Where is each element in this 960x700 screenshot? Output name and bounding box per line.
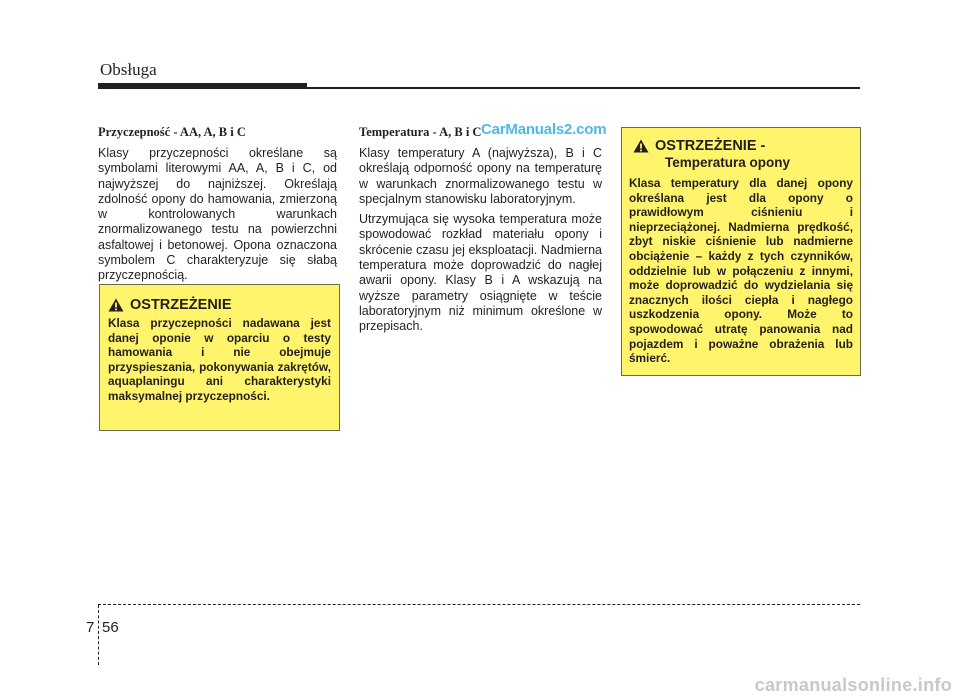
middle-column — [359, 125, 602, 340]
temperature-paragraph-2: Utrzymująca się wysoka temperatura może spowodować rozkład materiału opony i skrócenie czasu jej eksploatacji. Nadmierna temperatura może doprowadzić do nagłej awarii opony. Klasy B i A wskazują na wyższe parametry osiągnięte w teście laboratoryjnym niż minimum określone w przepisach. — [359, 212, 602, 334]
warning-text: Klasa temperatury dla danej opony określana jest dla opony o prawidłowym ciśnieniu i nieprzeciążonej. Nadmierna prędkość, zbyt niskie ciśnienie lub nadmierne obciążenie – każdy z tych czynników, oddzielnie lub w połączeniu z innymi, może doprowadzić do wydzielania się znacznych ilości ciepła i nagłego uszkodzenia opony. Może to spowodować utratę panowania nad pojazdem i poważne obrażenia lub śmierć. — [629, 176, 853, 366]
temperature-paragraph-1: Klasy temperatury A (najwyższa), B i C określają odporność opony na temperaturę w warunkach znormalizowanego testu w specjalnym stanowisku laboratoryjnym. — [359, 146, 602, 206]
left-column — [98, 125, 337, 289]
warning-header — [108, 297, 331, 313]
footer-divider — [98, 605, 99, 665]
warning-subtitle: Temperatura opony — [665, 155, 791, 170]
page-section-title: Obsługa — [100, 60, 157, 79]
warning-header — [629, 138, 853, 154]
header-rule — [98, 87, 860, 89]
site-watermark: carmanualsonline.info — [754, 675, 952, 695]
traction-paragraph: Klasy przyczepności określane są symbolami literowymi AA, A, B i C, od najwyższej do najniższej. Określają zdolność opony do hamowania, zmierzoną w kontrolowanych warunkach znormalizowanego testu na powierzchni asfaltowej i betonowej. Opona oznaczona symbolem C charakteryzuje się słabą przyczepnością. — [98, 146, 337, 283]
warning-text: Klasa przyczepności nadawana jest danej oponie w oparciu o testy hamowania i nie obejmuje przyspieszania, pokonywania zakrętów, aquaplaningu ani charakterystyki maksymalnej przyczepności. — [108, 316, 331, 403]
warning-triangle-icon — [633, 139, 649, 153]
page-number: 56 — [102, 619, 119, 636]
footer-rule — [98, 604, 860, 605]
tire-temperature-warning-box — [621, 127, 861, 376]
warning-title: OSTRZEŻENIE - — [655, 138, 766, 154]
watermark-text: CarManuals2.com — [481, 121, 607, 138]
warning-triangle-icon — [108, 298, 124, 312]
chapter-number: 7 — [86, 619, 95, 636]
temperature-heading: Temperatura - A, B i C — [359, 125, 482, 139]
warning-title: OSTRZEŻENIE — [130, 297, 232, 313]
traction-heading: Przyczepność - AA, A, B i C — [98, 125, 246, 139]
traction-warning-box — [99, 284, 340, 431]
